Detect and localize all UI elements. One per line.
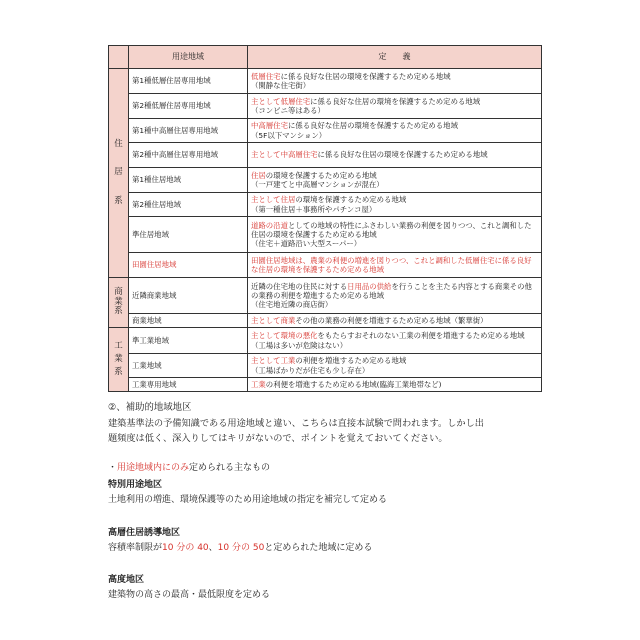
group-char: 商 [114, 286, 123, 297]
special-district-text: 土地利用の増進、環境保護等のため用途地域の指定を補完して定める [108, 495, 388, 505]
table-row [109, 328, 542, 354]
zone-name: 第2種住居地域 [129, 193, 248, 217]
table-row [109, 119, 542, 143]
table-row [109, 94, 542, 119]
bullet-line: ・用途地域内にのみ定められる主なもの [108, 463, 271, 473]
zone-name: 第1種中高層住居専用地域 [129, 119, 248, 143]
zone-name: 商業地域 [129, 314, 248, 328]
table-row [109, 217, 542, 253]
highrise-district-text: 容積率制限が10 分の 40、10 分の 50と定められた地域に定める [108, 543, 373, 553]
zone-definition: 住居の環境を保護するため定める地域 （一戸建てと中高層マンションが混在） [248, 168, 542, 193]
section-heading: ②、補助的地域地区 [108, 402, 192, 413]
zone-name: 第1種低層住居専用地域 [129, 69, 248, 94]
zone-definition: 主として工業の利便を増進するため定める地域 （工場ばかりだが住宅も少し存在） [248, 354, 542, 378]
zone-name: 近隣商業地域 [129, 278, 248, 314]
group-char: 業 [114, 353, 123, 364]
zone-definition: 道路の沿道としての地域の特性にふさわしい業務の利便を図りつつ、これと調和した住居の環境を保護するため定める地域 （住宅＋道路沿い大型スーパー） [248, 217, 542, 253]
zone-definition: 中高層住宅に係る良好な住居の環境を保護するため定める地域 （5F以下マンション） [248, 119, 542, 143]
table-row [109, 69, 542, 94]
zone-definition: 主として商業その他の業務の利便を増進するため定める地域（繁華街） [248, 314, 542, 328]
height-district-text: 建築物の高さの最高・最低限度を定める [108, 590, 271, 600]
zone-name: 第2種低層住居専用地域 [129, 94, 248, 119]
zone-name: 第1種住居地域 [129, 168, 248, 193]
special-district-title: 特別用途地区 [108, 480, 163, 490]
paragraph-line: 題頻度は低く、深入りしてはキリがないので、ポイントを覚えておいてください。 [108, 433, 448, 445]
group-char [112, 180, 125, 195]
zone-name: 工業地域 [129, 354, 248, 378]
group-char: 居 [114, 167, 123, 178]
zone-name: 準工業地域 [129, 328, 248, 354]
group-char: 系 [114, 367, 123, 378]
header-zone: 用途地域 [129, 46, 248, 69]
zone-definition: 工業の利便を増進するため定める地域(臨海工業地帯など) [248, 378, 542, 392]
zoning-table [108, 45, 542, 392]
group-residential [109, 69, 129, 278]
table-row [109, 168, 542, 193]
zone-name: 準住居地域 [129, 217, 248, 253]
table-row [109, 193, 542, 217]
paragraph-line: 建築基準法の予備知識である用途地域と違い、こちらは直接本試験で問われます。しかし出 [108, 418, 484, 429]
group-char: 住 [114, 138, 123, 149]
group-char: 系 [114, 195, 123, 206]
zone-name: 工業専用地域 [129, 378, 248, 392]
group-char: 系 [114, 306, 123, 317]
table-row [109, 278, 542, 314]
zone-definition: 近隣の住宅地の住民に対する日用品の供給を行うことを主たる内容とする商業その他の業務の利便を増進するため定める地域 （住宅地近隣の商店街） [248, 278, 542, 314]
table-row [109, 143, 542, 168]
table-row [109, 253, 542, 278]
section-paragraph [108, 416, 540, 446]
header-blank-cell [109, 46, 129, 69]
zone-name: 第2種中高層住居専用地域 [129, 143, 248, 168]
table-row [109, 378, 542, 392]
group-char: 業 [114, 296, 123, 307]
highrise-district-title: 高層住居誘導地区 [108, 528, 181, 538]
group-char [112, 151, 125, 166]
group-industrial [109, 328, 129, 392]
group-commercial [109, 278, 129, 328]
zone-name: 田園住居地域 [129, 253, 248, 278]
table-row [109, 354, 542, 378]
zone-definition: 低層住宅に係る良好な住居の環境を保護するため定める地域 （閑静な住宅街） [248, 69, 542, 94]
height-district-title: 高度地区 [108, 575, 145, 585]
zone-definition: 主として住居の環境を保護するため定める地域 （第一種住居＋事務所やパチンコ屋） [248, 193, 542, 217]
zone-definition: 主として中高層住宅に係る良好な住居の環境を保護するため定める地域 [248, 143, 542, 168]
zone-definition: 主として環境の悪化をもたらすおそれのない工業の利便を増進するため定める地域（工場は多いが危険はない） [248, 328, 542, 354]
table-row [109, 314, 542, 328]
header-definition: 定 義 [248, 46, 542, 69]
zone-definition: 主として低層住宅に係る良好な住居の環境を保護するため定める地域 （コンビニ等はある） [248, 94, 542, 119]
zone-definition: 田園住居地域は、農業の利便の増進を図りつつ、これと調和した低層住宅に係る良好な住居の環境を保護するため定める地域 [248, 253, 542, 278]
group-char: 工 [114, 340, 123, 351]
